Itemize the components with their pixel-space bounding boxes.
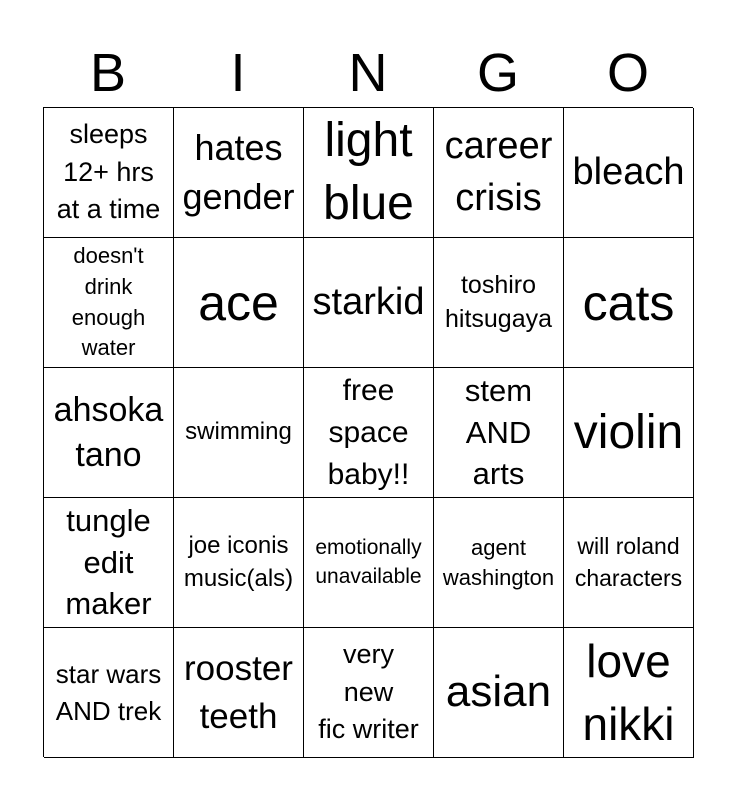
bingo-cell[interactable] xyxy=(174,238,304,368)
bingo-cell-label: tungle edit maker xyxy=(65,502,152,622)
bingo-cell[interactable] xyxy=(304,368,434,498)
bingo-cell[interactable] xyxy=(44,108,174,238)
header-letter-n: N xyxy=(348,43,388,103)
bingo-cell-label: ahsoka tano xyxy=(53,391,164,474)
bingo-cell-label: love nikki xyxy=(582,635,675,750)
bingo-cell[interactable] xyxy=(564,108,694,238)
bingo-cell[interactable] xyxy=(434,498,564,628)
bingo-cell-label: light blue xyxy=(323,114,414,230)
bingo-cell[interactable] xyxy=(174,498,304,628)
bingo-cell[interactable] xyxy=(44,628,174,758)
bingo-cell[interactable] xyxy=(564,368,694,498)
bingo-cell-label: hates gender xyxy=(182,126,295,217)
bingo-cell[interactable] xyxy=(44,498,174,628)
bingo-cell-label: emotionally unavailable xyxy=(315,536,422,588)
bingo-cell-label: sleeps 12+ hrs at a time xyxy=(56,118,161,225)
bingo-cell-label: career crisis xyxy=(444,125,553,219)
bingo-header xyxy=(43,40,693,106)
bingo-cell-label: doesn't drink enough water xyxy=(71,242,146,361)
bingo-cell[interactable] xyxy=(434,368,564,498)
header-letter-i: I xyxy=(230,43,246,103)
header-letter-o: O xyxy=(606,43,649,103)
bingo-cell[interactable] xyxy=(564,628,694,758)
bingo-cell[interactable] xyxy=(304,108,434,238)
bingo-cell[interactable] xyxy=(44,238,174,368)
bingo-cell[interactable] xyxy=(564,498,694,628)
bingo-cell-label: joe iconis music(als) xyxy=(183,532,294,592)
bingo-cell-label: toshiro hitsugaya xyxy=(444,270,553,333)
bingo-cell-label: bleach xyxy=(572,150,685,193)
bingo-cell[interactable] xyxy=(174,628,304,758)
bingo-cell-label: cats xyxy=(582,274,675,331)
bingo-cell[interactable] xyxy=(174,108,304,238)
bingo-cell[interactable] xyxy=(564,238,694,368)
bingo-cell[interactable] xyxy=(174,368,304,498)
bingo-cell-label: agent washington xyxy=(442,534,555,590)
bingo-cell-label: will roland characters xyxy=(574,533,683,591)
bingo-card-grid xyxy=(43,107,693,757)
header-letter-b: B xyxy=(89,43,127,103)
bingo-cell[interactable] xyxy=(304,628,434,758)
bingo-cell-label: very new fic writer xyxy=(318,638,419,745)
bingo-cell[interactable] xyxy=(434,238,564,368)
bingo-cell-label: stem AND arts xyxy=(464,372,533,492)
bingo-cell[interactable] xyxy=(44,368,174,498)
bingo-cell[interactable] xyxy=(434,108,564,238)
bingo-cell[interactable] xyxy=(304,498,434,628)
header-letter-g: G xyxy=(476,43,519,103)
bingo-cell-label: rooster teeth xyxy=(184,649,293,736)
bingo-cell-label: asian xyxy=(445,667,552,717)
bingo-cell[interactable] xyxy=(304,238,434,368)
bingo-cell[interactable] xyxy=(434,628,564,758)
bingo-cell-label: swimming xyxy=(185,418,292,446)
bingo-cell-label: ace xyxy=(198,274,279,331)
bingo-cell-label: violin xyxy=(573,405,684,459)
bingo-cell-label: starkid xyxy=(312,280,425,323)
bingo-cell-label: star wars AND trek xyxy=(55,659,162,726)
bingo-cell-label: free space baby!! xyxy=(327,373,410,491)
